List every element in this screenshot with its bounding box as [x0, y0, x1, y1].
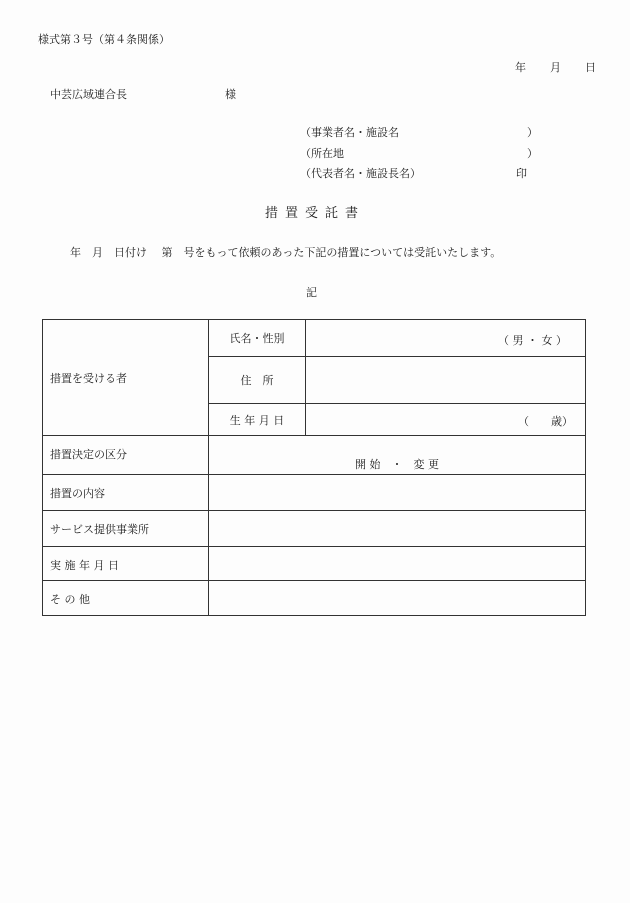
document-title: 措置受託書: [264, 206, 365, 221]
name-gender-field[interactable]: [306, 320, 586, 357]
decision-value: 開 始 ・ 変 更: [355, 458, 439, 471]
provider-label-cell: [43, 511, 209, 547]
date-month-label: 月: [550, 61, 561, 74]
other-label: そ の 他: [50, 593, 90, 606]
addressee-honorific: 様: [225, 88, 236, 101]
recipient-label: 措置を受ける者: [50, 371, 127, 385]
decision-label-cell: [43, 436, 209, 475]
decision-field[interactable]: [209, 436, 586, 475]
decision-label: 措置決定の区分: [50, 448, 127, 461]
date-line: [508, 48, 596, 74]
form-number: 様式第３号（第４条関係）: [38, 33, 170, 46]
sender-business-name-label: （事業者名・施設名: [300, 126, 399, 139]
address-label: 住 所: [240, 374, 274, 387]
implementation-date-label-cell: [43, 547, 209, 581]
birthdate-field[interactable]: [306, 404, 586, 436]
other-field[interactable]: [209, 581, 586, 616]
content-label-cell: [43, 475, 209, 511]
ki-note-mark: 記: [306, 286, 317, 299]
age-suffix: （ 歳）: [518, 415, 573, 428]
other-label-cell: [43, 581, 209, 616]
sender-location-label: （所在地: [300, 147, 344, 160]
name-gender-label-cell: [209, 320, 306, 357]
seal-mark: 印: [516, 167, 527, 180]
date-year-label: 年: [515, 61, 526, 74]
content-label: 措置の内容: [50, 487, 105, 500]
sender-location-close: ）: [527, 147, 538, 160]
body-text: 年 月 日付け 第 号をもって依頼のあった下記の措置については受託いたします。: [70, 246, 502, 259]
addressee-name: 中芸広域連合長: [50, 88, 127, 101]
birthdate-label-cell: [209, 404, 306, 436]
measure-form-table: [42, 319, 586, 616]
name-gender-label: 氏名・性別: [229, 332, 285, 345]
provider-field[interactable]: [209, 511, 586, 547]
implementation-date-label: 実 施 年 月 日: [50, 559, 119, 572]
sender-representative-label: （代表者名・施設長名）: [300, 167, 421, 180]
implementation-date-field[interactable]: [209, 547, 586, 581]
content-field[interactable]: [209, 475, 586, 511]
gender-options: （ 男 ・ 女 ）: [498, 334, 567, 347]
sender-business-name-close: ）: [527, 126, 538, 139]
birthdate-label: 生 年 月 日: [229, 413, 285, 427]
address-field[interactable]: [306, 357, 586, 404]
recipient-label-cell: [43, 320, 209, 436]
provider-label: サービス提供事業所: [50, 523, 149, 536]
date-day-label: 日: [585, 61, 596, 74]
address-label-cell: [209, 357, 306, 404]
